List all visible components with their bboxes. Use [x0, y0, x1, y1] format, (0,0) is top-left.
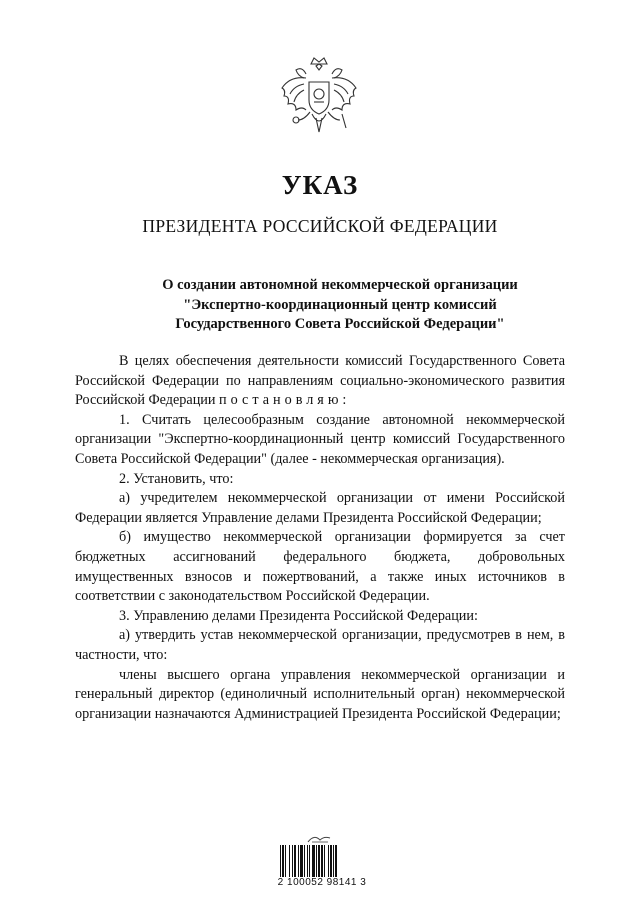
barcode — [280, 845, 364, 877]
heading-line: Государственного Совета Российской Федерации" — [175, 316, 505, 332]
paragraph-2b: б) имущество некоммерческой организации формируется за счет бюджетных ассигнований федерального бюджета, добровольных имущественных взносов и пожертвований, а также иных источников в соответствии с законодательством Российской Федерации. — [75, 529, 565, 605]
heading-line: О создании автономной некоммерческой организации — [162, 277, 518, 293]
document-heading — [80, 276, 600, 335]
paragraph-3: 3. Управлению делами Президента Российской Федерации: — [119, 607, 478, 624]
preamble-paragraph — [75, 352, 565, 411]
issuer-title: ПРЕЗИДЕНТА РОССИЙСКОЙ ФЕДЕРАЦИИ — [142, 216, 498, 236]
heading-line: "Экспертно-координационный центр комиссий — [183, 296, 497, 313]
coat-of-arms-icon — [276, 54, 362, 142]
paragraph-3a-1: члены высшего органа управления некоммерческой организации и генеральный директор (единоличный исполнительный орган) некоммерческой организации назначаются Администрацией Президента Российской Федерации; — [75, 666, 565, 722]
document-type-title: УКАЗ — [281, 170, 359, 200]
preamble-text: В целях обеспечения деятельности комиссий Государственного Совета Российской Федерации по направлениям социально-экономического развития Российской Федерации — [75, 353, 565, 409]
barcode-number: 2 100052 98141 3 — [277, 877, 367, 888]
paragraph-2: 2. Установить, что: — [119, 470, 234, 487]
decree-word: постановляю: — [219, 392, 351, 409]
document-body — [75, 352, 565, 724]
paragraph-2a: а) учредителем некоммерческой организации от имени Российской Федерации является Управление делами Президента Российской Федерации; — [75, 490, 565, 526]
paragraph-1: 1. Считать целесообразным создание автономной некоммерческой организации "Экспертно-координационный центр комиссий Государственного Совета Российской Федерации" (далее - некоммерческая организация). — [75, 411, 565, 467]
paragraph-3a: а) утвердить устав некоммерческой организации, предусмотрев в нем, в частности, что: — [75, 627, 565, 663]
printer-mark-icon — [300, 832, 340, 844]
